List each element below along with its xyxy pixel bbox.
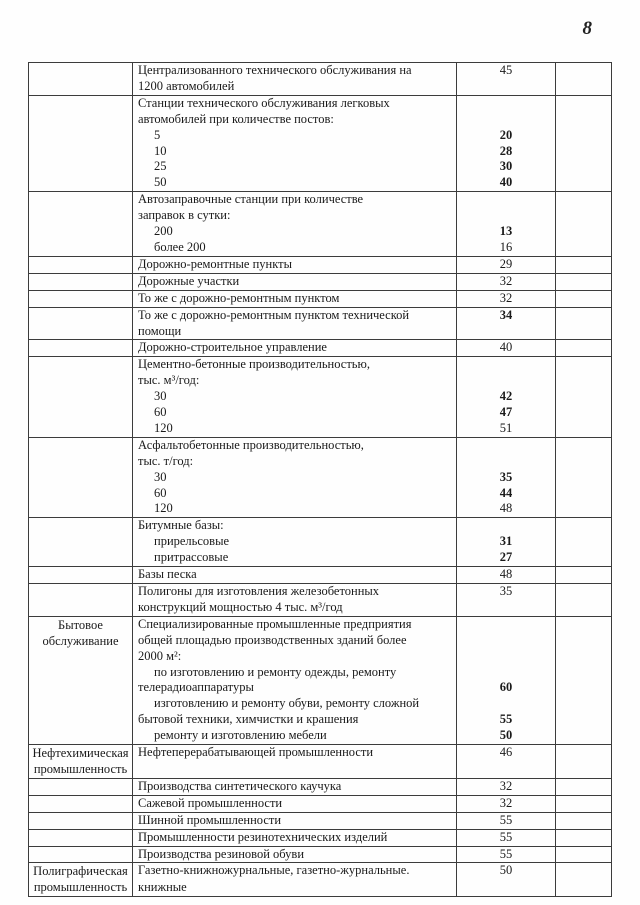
category-cell: [29, 340, 133, 356]
category-cell: [29, 567, 133, 583]
description-cell: [133, 813, 556, 829]
table-row: [29, 95, 611, 191]
value-cell: 51: [456, 421, 556, 437]
table-line: [133, 274, 556, 290]
table-line: [133, 745, 556, 778]
value-cell: [456, 79, 556, 95]
value-cell: 55: [456, 813, 556, 829]
table-line: [133, 308, 556, 324]
table-row: [29, 256, 611, 273]
value-cell: [456, 518, 556, 534]
table-line: [133, 257, 556, 273]
description-text: Станции технического обслуживания легковых: [138, 95, 390, 110]
notes-cell: [556, 192, 611, 256]
category-line: промышленность: [33, 761, 128, 776]
table-line: [133, 649, 556, 665]
description-text: То же с дорожно-ремонтным пунктом: [138, 290, 340, 305]
notes-cell: [556, 357, 611, 437]
value-cell: 45: [456, 63, 556, 79]
category-line: обслуживание: [42, 633, 119, 648]
description-text: 120: [154, 501, 173, 516]
table-line: [133, 633, 556, 649]
value-cell: 40: [456, 340, 556, 356]
description-text: общей площадью производственных зданий более: [138, 632, 407, 647]
table-line: [133, 340, 556, 356]
description-text: 30: [154, 389, 167, 404]
table-row: [29, 795, 611, 812]
value-cell: 29: [456, 257, 556, 273]
description-text: 200: [154, 224, 173, 239]
value-cell: 16: [456, 240, 556, 256]
description-cell: [133, 274, 556, 290]
table-line: [133, 128, 556, 144]
description-cell: [133, 796, 556, 812]
description-text: прирельсовые: [154, 534, 230, 549]
category-cell: [29, 257, 133, 273]
value-cell: [456, 617, 556, 633]
value-cell: 32: [456, 291, 556, 307]
description-cell: [133, 308, 556, 340]
value-cell: 55: [456, 712, 556, 728]
table-line: [133, 324, 556, 340]
notes-cell: [556, 745, 611, 778]
notes-cell: [556, 584, 611, 616]
table-line: [133, 421, 556, 437]
category-line: Полиграфическая: [33, 864, 128, 879]
table-line: [133, 584, 556, 600]
notes-cell: [556, 274, 611, 290]
value-cell: 28: [456, 144, 556, 160]
value-cell: 42: [456, 389, 556, 405]
notes-cell: [556, 779, 611, 795]
description-text: Базы песка: [138, 567, 197, 582]
page-number: 8: [582, 18, 592, 39]
value-cell: 32: [456, 779, 556, 795]
table-row: [29, 339, 611, 356]
table-line: [133, 680, 556, 696]
value-cell: [456, 665, 556, 681]
value-cell: 47: [456, 405, 556, 421]
table-line: [133, 357, 556, 373]
value-cell: 44: [456, 486, 556, 502]
table-line: [133, 240, 556, 256]
description-text: книжные: [138, 879, 187, 894]
description-text: 50: [154, 175, 167, 190]
description-cell: [133, 567, 556, 583]
description-cell: [133, 291, 556, 307]
value-cell: [456, 208, 556, 224]
table-line: [133, 847, 556, 863]
value-cell: [456, 880, 556, 896]
table-line: [133, 567, 556, 583]
notes-cell: [556, 518, 611, 566]
table-row: [29, 191, 611, 256]
table-line: [133, 192, 556, 208]
table-row: [29, 616, 611, 744]
value-cell: 35: [456, 470, 556, 486]
table-row: [29, 778, 611, 795]
description-text: автомобилей при количестве постов:: [138, 111, 334, 126]
description-cell: [133, 340, 556, 356]
category-line: промышленность: [33, 880, 128, 895]
description-cell: [133, 745, 556, 778]
description-cell: [133, 847, 556, 863]
table-line: [133, 696, 556, 712]
category-cell: [29, 745, 133, 778]
value-cell: [456, 324, 556, 340]
table-row: [29, 437, 611, 518]
description-text: по изготовлению и ремонту одежды, ремонту: [154, 664, 397, 679]
table-line: [133, 79, 556, 95]
value-cell: [456, 600, 556, 616]
description-text: ремонту и изготовлению мебели: [154, 728, 327, 743]
table-line: [133, 617, 556, 633]
description-text: Дорожно-ремонтные пункты: [138, 256, 292, 271]
description-text: Полигоны для изготовления железобетонных: [138, 584, 380, 598]
value-cell: 55: [456, 830, 556, 846]
table-line: [133, 373, 556, 389]
description-text: Автозаправочные станции при количестве: [138, 192, 364, 207]
notes-cell: [556, 830, 611, 846]
description-text: 25: [154, 159, 167, 174]
value-cell: 50: [456, 728, 556, 744]
description-text: Газетно-книжножурнальные, газетно-журнальные.: [138, 863, 410, 878]
table-row: [29, 356, 611, 437]
category-cell: [29, 796, 133, 812]
value-cell: [456, 438, 556, 454]
table-line: [133, 518, 556, 534]
value-cell: 34: [456, 308, 556, 324]
table-line: [133, 405, 556, 421]
document-table: [28, 62, 612, 897]
description-cell: [133, 357, 556, 437]
description-text: Дорожно-строительное управление: [138, 340, 327, 355]
category-cell: [29, 863, 133, 896]
description-text: Асфальтобетонные производительностью,: [138, 437, 364, 452]
table-row: [29, 63, 611, 95]
table-line: [133, 208, 556, 224]
table-line: [133, 486, 556, 502]
table-row: [29, 744, 611, 778]
category-cell: [29, 96, 133, 191]
table-row: [29, 846, 611, 863]
notes-cell: [556, 813, 611, 829]
value-cell: [456, 633, 556, 649]
table-line: [133, 159, 556, 175]
value-cell: [456, 192, 556, 208]
description-text: Дорожные участки: [138, 273, 240, 288]
category-cell: [29, 438, 133, 518]
notes-cell: [556, 863, 611, 896]
category-cell: [29, 830, 133, 846]
table-line: [133, 796, 556, 812]
description-text: конструкций мощностью 4 тыс. м³/год: [138, 599, 343, 614]
description-text: тыс. т/год:: [138, 453, 194, 468]
table-line: [133, 224, 556, 240]
category-cell: [29, 192, 133, 256]
description-text: 60: [154, 485, 167, 500]
description-text: телерадиоаппаратуры: [138, 680, 254, 695]
description-text: Специализированные промышленные предприятия: [138, 616, 412, 631]
value-cell: [456, 112, 556, 128]
table-line: [133, 534, 556, 550]
description-cell: [133, 96, 556, 191]
description-text: 5: [154, 127, 161, 142]
description-text: тыс. м³/год:: [138, 373, 200, 388]
description-text: притрассовые: [154, 550, 229, 565]
table-row: [29, 290, 611, 307]
category-line: Бытовое: [58, 617, 103, 632]
description-text: 30: [154, 469, 167, 484]
description-cell: [133, 257, 556, 273]
table-line: [133, 728, 556, 744]
value-cell: 50: [456, 863, 556, 879]
notes-cell: [556, 796, 611, 812]
description-text: Битумные базы:: [138, 518, 224, 533]
category-cell: [29, 308, 133, 340]
value-cell: 40: [456, 175, 556, 191]
description-cell: [133, 518, 556, 566]
table-line: [133, 438, 556, 454]
table-line: [133, 880, 556, 896]
value-cell: 32: [456, 274, 556, 290]
description-text: Централизованного технического обслуживания на: [138, 63, 412, 77]
value-cell: [456, 454, 556, 470]
table-line: [133, 63, 556, 79]
description-text: бытовой техники, химчистки и крашения: [138, 712, 359, 727]
table-line: [133, 112, 556, 128]
notes-cell: [556, 96, 611, 191]
category-cell: [29, 518, 133, 566]
description-text: более 200: [154, 239, 206, 254]
value-cell: 35: [456, 584, 556, 600]
table-line: [133, 830, 556, 846]
description-cell: [133, 863, 556, 896]
notes-cell: [556, 617, 611, 744]
description-text: Производства синтетического каучука: [138, 778, 342, 793]
description-cell: [133, 830, 556, 846]
table-row: [29, 583, 611, 616]
description-text: изготовлению и ремонту обуви, ремонту сложной: [154, 696, 420, 711]
value-cell: 48: [456, 567, 556, 583]
table-line: [133, 175, 556, 191]
description-cell: [133, 779, 556, 795]
category-cell: [29, 617, 133, 744]
description-cell: [133, 584, 556, 616]
description-text: помощи: [138, 323, 182, 338]
table-row: [29, 517, 611, 566]
description-cell: [133, 438, 556, 518]
description-text: Промышленности резинотехнических изделий: [138, 829, 388, 844]
table-row: [29, 566, 611, 583]
table-line: [133, 96, 556, 112]
description-cell: [133, 617, 556, 744]
table-line: [133, 291, 556, 307]
value-cell: [456, 357, 556, 373]
table-line: [133, 712, 556, 728]
category-cell: [29, 357, 133, 437]
category-cell: [29, 63, 133, 95]
notes-cell: [556, 340, 611, 356]
category-cell: [29, 291, 133, 307]
table-line: [133, 470, 556, 486]
table-line: [133, 863, 556, 879]
table-row: [29, 829, 611, 846]
description-text: 10: [154, 143, 167, 158]
notes-cell: [556, 847, 611, 863]
value-cell: 20: [456, 128, 556, 144]
category-line: Нефтехимическая: [32, 746, 129, 761]
value-cell: 27: [456, 550, 556, 566]
table-row: [29, 812, 611, 829]
table-row: [29, 273, 611, 290]
table-line: [133, 665, 556, 681]
table-line: [133, 813, 556, 829]
notes-cell: [556, 291, 611, 307]
description-text: 120: [154, 420, 173, 435]
description-text: Шинной промышленности: [138, 812, 282, 827]
description-cell: [133, 63, 556, 95]
description-text: Цементно-бетонные производительностью,: [138, 357, 370, 372]
table-row: [29, 307, 611, 340]
value-cell: [456, 696, 556, 712]
description-text: Нефтеперерабатывающей промышленности: [138, 745, 374, 760]
description-text: заправок в сутки:: [138, 208, 231, 223]
table-line: [133, 550, 556, 566]
table-row: [29, 862, 611, 896]
table-line: [133, 501, 556, 517]
value-cell: 31: [456, 534, 556, 550]
description-text: Производства резиновой обуви: [138, 846, 305, 861]
notes-cell: [556, 257, 611, 273]
description-text: 1200 автомобилей: [138, 78, 235, 93]
value-cell: 32: [456, 796, 556, 812]
value-cell: 60: [456, 680, 556, 696]
notes-cell: [556, 567, 611, 583]
category-cell: [29, 274, 133, 290]
description-text: 60: [154, 405, 167, 420]
table-line: [133, 779, 556, 795]
table-line: [133, 600, 556, 616]
value-cell: 55: [456, 847, 556, 863]
table-line: [133, 389, 556, 405]
notes-cell: [556, 308, 611, 340]
category-cell: [29, 584, 133, 616]
description-text: То же с дорожно-ремонтным пунктом технической: [138, 307, 410, 322]
description-text: Сажевой промышленности: [138, 795, 283, 810]
value-cell: 30: [456, 159, 556, 175]
value-cell: 13: [456, 224, 556, 240]
category-cell: [29, 813, 133, 829]
category-cell: [29, 779, 133, 795]
value-cell: 48: [456, 501, 556, 517]
notes-cell: [556, 63, 611, 95]
description-text: 2000 м²:: [138, 648, 182, 663]
value-cell: 46: [456, 745, 556, 778]
description-cell: [133, 192, 556, 256]
table-line: [133, 144, 556, 160]
value-cell: [456, 373, 556, 389]
value-cell: [456, 96, 556, 112]
table-line: [133, 454, 556, 470]
notes-cell: [556, 438, 611, 518]
category-cell: [29, 847, 133, 863]
value-cell: [456, 649, 556, 665]
